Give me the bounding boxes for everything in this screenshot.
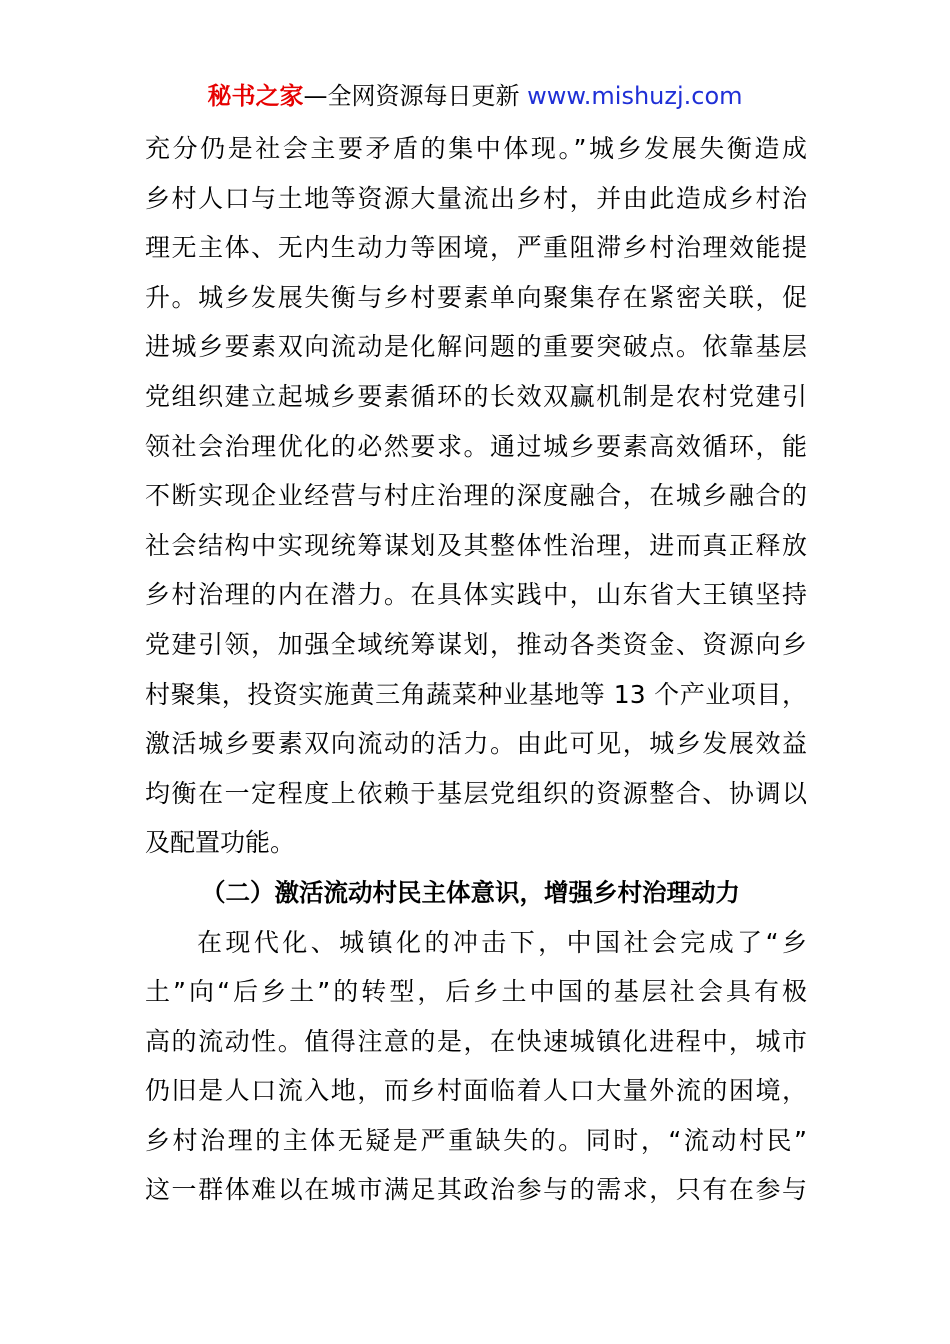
- text-line: 党建引领，加强全域统筹谋划，推动各类资金、资源向乡: [145, 629, 807, 659]
- text-line: 及配置功能。: [145, 828, 296, 858]
- text-line: 理无主体、无内生动力等困境，严重阻滞乡村治理效能提: [145, 233, 807, 263]
- text-line: 升。城乡发展失衡与乡村要素单向聚集存在紧密关联，促: [145, 282, 807, 312]
- text-line: 均衡在一定程度上依赖于基层党组织的资源整合、协调以: [145, 778, 807, 808]
- text-line: 这一群体难以在城市满足其政治参与的需求，只有在参与: [145, 1175, 807, 1205]
- site-tagline: —全网资源每日更新: [303, 82, 528, 110]
- text-line: 在现代化、城镇化的冲击下，中国社会完成了“乡: [197, 927, 807, 957]
- text-line: 党组织建立起城乡要素循环的长效双赢机制是农村党建引: [145, 381, 807, 411]
- text-line: 激活城乡要素双向流动的活力。由此可见，城乡发展效益: [145, 729, 807, 759]
- text-line: 领社会治理优化的必然要求。通过城乡要素高效循环，能: [145, 431, 807, 461]
- text-line: 充分仍是社会主要矛盾的集中体现。”城乡发展失衡造成: [145, 134, 807, 163]
- text-line: 乡村治理的主体无疑是严重缺失的。同时，“流动村民”: [145, 1125, 807, 1155]
- text-line: 高的流动性。值得注意的是，在快速城镇化进程中，城市: [145, 1026, 807, 1056]
- text-line: 进城乡要素双向流动是化解问题的重要突破点。依靠基层: [145, 332, 807, 362]
- section-heading: （二）激活流动村民主体意识，增强乡村治理动力: [201, 877, 740, 907]
- document-body: [145, 124, 807, 1215]
- text-line: 不断实现企业经营与村庄治理的深度融合，在城乡融合的: [145, 481, 807, 511]
- text-line: 乡村人口与土地等资源大量流出乡村，并由此造成乡村治: [145, 183, 807, 213]
- text-line: 土”向“后乡土”的转型，后乡土中国的基层社会具有极: [145, 977, 807, 1007]
- site-header: [0, 78, 950, 114]
- text-line: 社会结构中实现统筹谋划及其整体性治理，进而真正释放: [145, 530, 807, 560]
- text-line: 乡村治理的内在潜力。在具体实践中，山东省大王镇坚持: [145, 580, 807, 610]
- site-brand: 秘书之家: [207, 82, 304, 110]
- text-line: 村聚集，投资实施黄三角蔬菜种业基地等 13 个产业项目，: [145, 679, 807, 709]
- text-line: 仍旧是人口流入地，而乡村面临着人口大量外流的困境，: [145, 1076, 807, 1106]
- site-url[interactable]: www.mishuzj.com: [527, 82, 743, 110]
